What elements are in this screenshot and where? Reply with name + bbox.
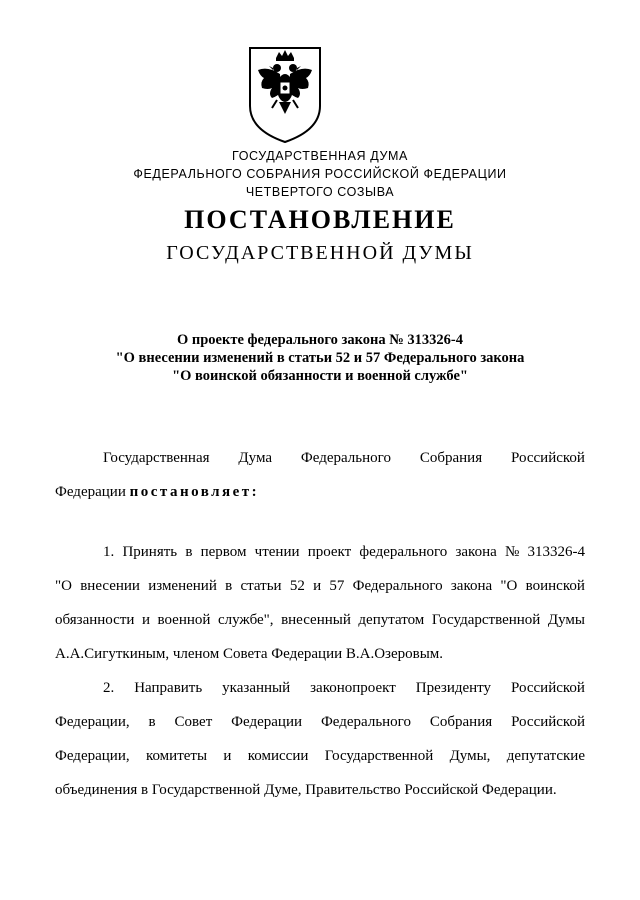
subject-line-1: О проекте федерального закона № 313326-4 [176,332,464,348]
item1-word: 52 [289,578,305,594]
preamble-word: Собрания [419,450,483,466]
preamble-word: Государственная [103,450,210,466]
item2-word: Федерации, [55,748,130,764]
item2-line-2 [55,714,585,731]
item1-word: "О [500,578,518,594]
item1-word: № [504,544,520,560]
item2-word: Собрания [429,714,493,730]
preamble-line-2 [55,484,259,501]
item1-line-2 [55,578,585,595]
item1-word: в [185,544,193,560]
item1-word: в [225,578,233,594]
resolves-word: постановляет: [129,484,260,500]
item1-word: 313326-4 [527,544,585,560]
preamble-word: Российской [511,450,585,466]
item2-word: Президенту [415,680,492,696]
item2-word: комитеты [145,748,208,764]
document-title: ПОСТАНОВЛЕНИЕ [184,205,456,234]
item1-word: закона [450,578,493,594]
item1-line-1 [103,544,585,561]
item1-word: военной [157,612,211,628]
item2-word: Федерации [231,714,303,730]
document-subtitle: ГОСУДАРСТВЕННОЙ ДУМЫ [166,242,474,264]
item1-word: проект [307,544,352,560]
item2-word: Совет [174,714,213,730]
preamble-federation: Федерации [55,484,130,500]
item1-word: чтении [254,544,300,560]
item2-word: Федерации, [55,714,130,730]
preamble-word: Федерального [300,450,391,466]
header-federal-assembly: ФЕДЕРАЛЬНОГО СОБРАНИЯ РОССИЙСКОЙ ФЕДЕРАЦИИ [133,167,507,181]
header-duma: ГОСУДАРСТВЕННАЯ ДУМА [232,149,408,163]
item2-word: указанный [222,680,291,696]
item2-word: и [223,748,232,764]
item2-word: в [148,714,156,730]
item2-word: Направить [134,680,203,696]
item1-word: обязанности [55,612,135,628]
item1-word: федерального [359,544,448,560]
item1-word: внесенный [281,612,351,628]
item2-word: 2. [103,680,115,696]
item1-word: депутатом [358,612,425,628]
preamble-word: Дума [238,450,273,466]
item2-word: комиссии [247,748,309,764]
item1-word: и [313,578,322,594]
item1-word: статьи [240,578,282,594]
item2-word: Российской [511,714,585,730]
item2-word: Думы, [449,748,491,764]
item1-word: 57 [329,578,345,594]
item1-line-4: А.А.Сигуткиным, членом Совета Федерации В.А.Озеровым. [55,646,444,662]
item1-word: Государственной [431,612,541,628]
item2-word: Государственной [324,748,434,764]
item2-word: Российской [511,680,585,696]
item1-line-3 [55,612,585,629]
subject-line-3: "О воинской обязанности и военной службе" [172,368,468,384]
subject-line-2: "О внесении изменений в статьи 52 и 57 Федерального закона [115,350,525,366]
item1-word: изменений [148,578,217,594]
item1-word: Федерального [352,578,443,594]
item2-line-3 [55,748,585,765]
item1-word: "О [55,578,72,594]
coat-of-arms-emblem-icon [246,44,324,146]
item1-word: воинской [525,578,585,594]
item1-word: закона [455,544,497,560]
item1-word: и [141,612,150,628]
item2-line-1 [103,680,585,697]
item1-word: внесении [80,578,140,594]
item2-word: депутатские [506,748,585,764]
item1-word: первом [200,544,247,560]
item1-word: службе", [217,612,274,628]
item1-word: Думы [547,612,585,628]
header-convocation: ЧЕТВЕРТОГО СОЗЫВА [245,185,395,199]
item2-word: законопроект [310,680,396,696]
item1-word: 1. [103,544,115,560]
item2-line-4: объединения в Государственной Думе, Правительство Российской Федерации. [55,782,557,798]
item1-word: Принять [122,544,178,560]
preamble-line-1 [103,450,585,467]
item2-word: Федерального [320,714,411,730]
